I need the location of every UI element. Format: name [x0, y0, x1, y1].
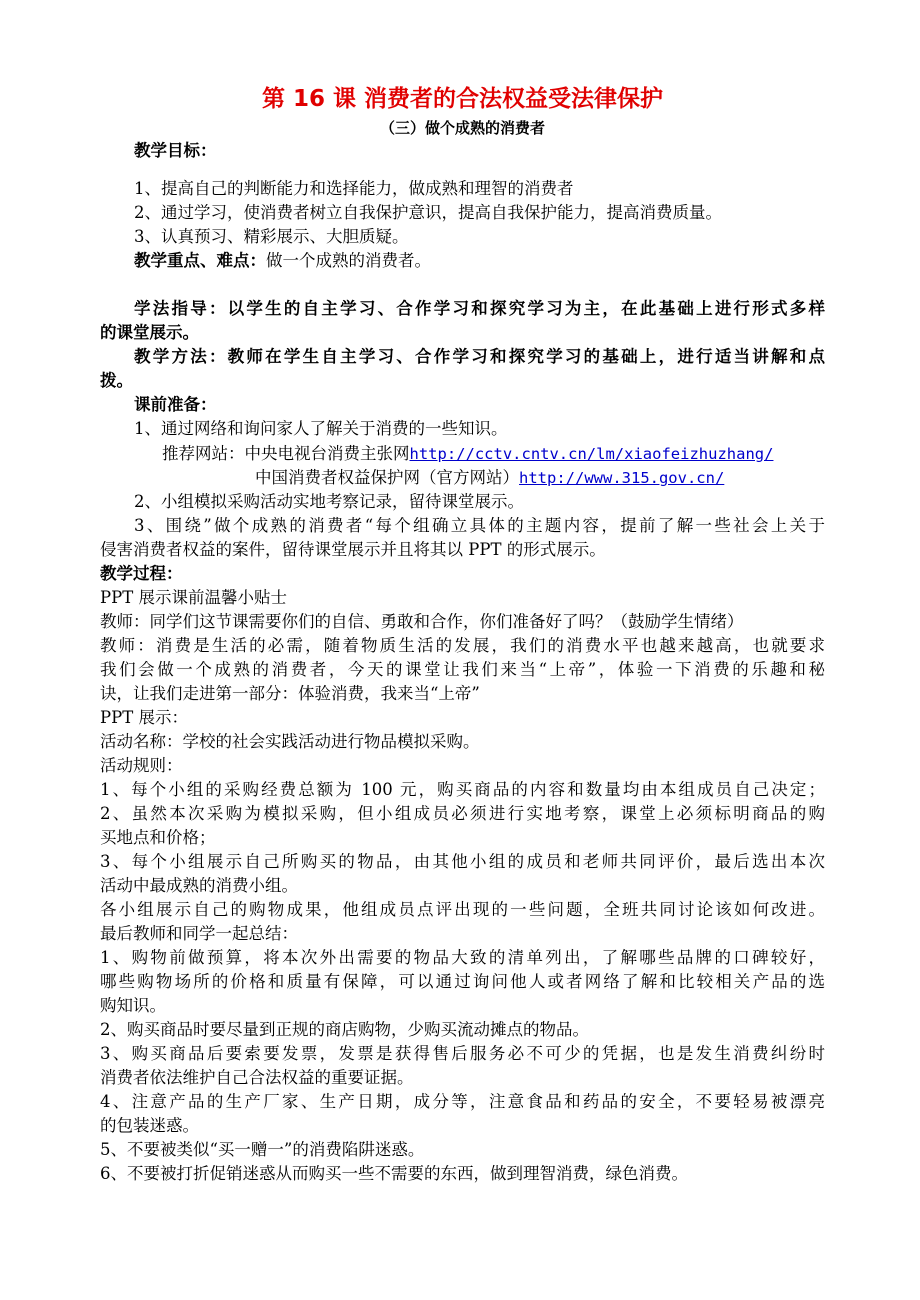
key-points	[134, 250, 431, 272]
process-line: 的包装迷惑。	[100, 1116, 199, 1135]
process-line: 消费者依法维护自己合法权益的重要证据。	[100, 1068, 414, 1087]
process-line: 5、不要被类似“买一赠一”的消费陷阱迷惑。	[100, 1140, 425, 1159]
process-line: 诀，让我们走进第一部分：体验消费，我来当“上帝”	[100, 684, 480, 703]
process-line: 最后教师和同学一起总结：	[100, 924, 298, 943]
prep-heading: 课前准备：	[134, 395, 217, 414]
prep-item: 侵害消费者权益的案件，留待课堂展示并且将其以 PPT 的形式展示。	[100, 540, 606, 559]
process-line: 1、每个小组的采购经费总额为 100 元，购买商品的内容和数量均由本组成员自己决定；	[100, 780, 825, 799]
site-1-label: 推荐网站：中央电视台消费主张网	[162, 444, 410, 463]
key-points-text: 做一个成熟的消费者。	[266, 251, 431, 270]
process-line: 2、虽然本次采购为模拟采购，但小组成员必须进行实地考察，课堂上必须标明商品的购	[100, 804, 825, 823]
process-line: 教师：消费是生活的必需，随着物质生活的发展，我们的消费水平也越来越高，也就要求	[100, 636, 825, 655]
teaching-method-line: 拨。	[100, 371, 133, 390]
prep-item: 2、小组模拟采购活动实地考察记录，留待课堂展示。	[134, 492, 524, 511]
process-line: 2、购买商品时要尽量到正规的商店购物，少购买流动摊点的物品。	[100, 1020, 589, 1039]
process-line: 教师：同学们这节课需要你们的自信、勇敢和合作，你们准备好了吗？（鼓励学生情绪）	[100, 612, 744, 631]
objective-item: 1、提高自己的判断能力和选择能力，做成熟和理智的消费者	[134, 179, 574, 198]
process-line: 活动中最成熟的消费小组。	[100, 876, 298, 895]
process-line: 1、购物前做预算，将本次外出需要的物品大致的清单列出，了解哪些品牌的口碑较好，	[100, 948, 825, 967]
site-1-link[interactable]: http://cctv.cntv.cn/lm/xiaofeizhuzhang/	[409, 445, 774, 463]
process-line: 哪些购物场所的价格和质量有保障，可以通过询问他人或者网络了解和比较相关产品的选	[100, 972, 825, 991]
objectives-heading: 教学目标：	[134, 141, 217, 160]
process-line: 4、注意产品的生产厂家、生产日期，成分等，注意食品和药品的安全，不要轻易被漂亮	[100, 1092, 825, 1111]
process-line: 买地点和价格；	[100, 828, 216, 847]
process-line: 3、每个小组展示自己所购买的物品，由其他小组的成员和老师共同评价，最后选出本次	[100, 852, 825, 871]
recommended-site-2	[255, 467, 724, 489]
process-line: PPT 展示课前温馨小贴士	[100, 588, 287, 607]
process-line: 3、购买商品后要索要发票，发票是获得售后服务必不可少的凭据，也是发生消费纠纷时	[100, 1044, 825, 1063]
page-subtitle: （三）做个成熟的消费者	[379, 119, 545, 137]
process-line: 活动规则：	[100, 756, 183, 775]
process-line: 6、不要被打折促销迷惑从而购买一些不需要的东西，做到理智消费，绿色消费。	[100, 1164, 688, 1183]
site-2-label: 中国消费者权益保护网（官方网站）	[255, 468, 519, 487]
teaching-method-line: 教学方法：教师在学生自主学习、合作学习和探究学习的基础上，进行适当讲解和点	[134, 347, 825, 366]
process-line: 各小组展示自己的购物成果，他组成员点评出现的一些问题，全班共同讨论该如何改进。	[100, 900, 825, 919]
prep-item: 3、围绕”做个成熟的消费者“每个组确立具体的主题内容，提前了解一些社会上关于	[134, 516, 825, 535]
process-line: 我们会做一个成熟的消费者，今天的课堂让我们来当“上帝”，体验一下消费的乐趣和秘	[100, 660, 825, 679]
key-points-label: 教学重点、难点：	[134, 251, 266, 270]
process-heading: 教学过程：	[100, 564, 183, 583]
recommended-site-1	[162, 443, 773, 465]
process-line: 活动名称：学校的社会实践活动进行物品模拟采购。	[100, 732, 480, 751]
objective-item: 2、通过学习，使消费者树立自我保护意识，提高自我保护能力，提高消费质量。	[134, 203, 722, 222]
process-line: 购知识。	[100, 996, 166, 1015]
method-guide-line: 学法指导：以学生的自主学习、合作学习和探究学习为主，在此基础上进行形式多样	[134, 299, 825, 318]
site-2-link[interactable]: http://www.315.gov.cn/	[519, 469, 725, 487]
page-title: 第 16 课 消费者的合法权益受法律保护	[261, 86, 664, 112]
process-line: PPT 展示：	[100, 708, 188, 727]
objective-item: 3、认真预习、精彩展示、大胆质疑。	[134, 227, 409, 246]
prep-item: 1、通过网络和询问家人了解关于消费的一些知识。	[134, 419, 508, 438]
method-guide-line: 的课堂展示。	[100, 323, 199, 342]
